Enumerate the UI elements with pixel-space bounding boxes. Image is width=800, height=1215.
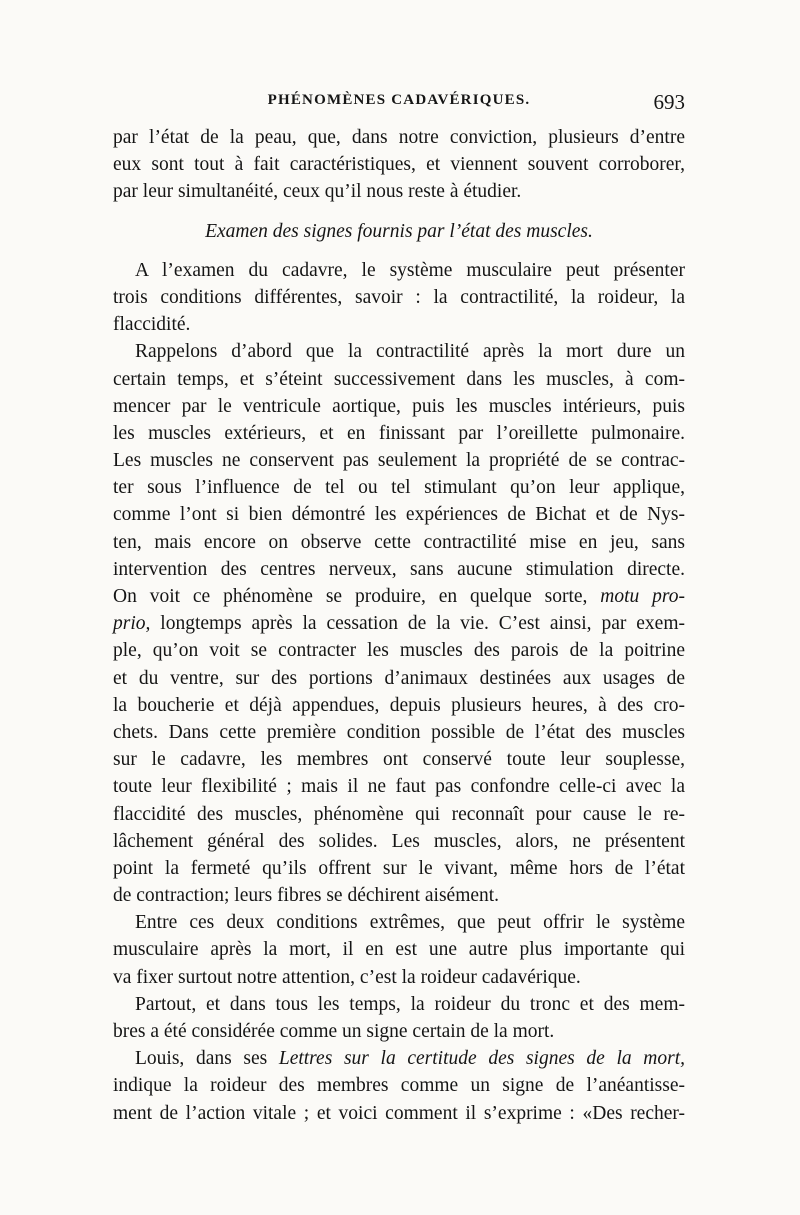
page-body <box>113 124 685 1127</box>
text-line: Partout, et dans tous les temps, la roideur du tronc et des mem- <box>135 993 685 1015</box>
text-line: trois conditions différentes, savoir : la contractilité, la roideur, la <box>113 286 685 308</box>
page-header <box>113 92 685 126</box>
text-line: ten, mais encore on observe cette contractilité mise en jeu, sans <box>113 531 685 553</box>
text-line: par leur simultanéité, ceux qu’il nous reste à étudier. <box>113 181 522 203</box>
text-line: Les muscles ne conservent pas seulement la propriété de se contrac- <box>113 450 685 472</box>
italic-phrase: motu pro- <box>600 586 686 607</box>
text-line: indique la roideur des membres comme un signe de l’anéantisse- <box>113 1075 685 1097</box>
text-line: flaccidité. <box>113 314 191 336</box>
paragraph-3 <box>113 338 685 909</box>
running-title: PHÉNOMÈNES CADAVÉRIQUES. <box>267 92 531 108</box>
text-line: les muscles extérieurs, et en finissant par l’oreillette pulmonaire. <box>113 422 685 444</box>
paragraph-6 <box>113 1045 685 1127</box>
paragraph-1 <box>113 124 685 206</box>
text-line: par l’état de la peau, que, dans notre conviction, plusieurs d’entre <box>113 127 685 148</box>
text-line: va fixer surtout notre attention, c’est la roideur cadavérique. <box>113 966 581 988</box>
text-run: On voit ce phénomène se produire, en quelque sorte, <box>113 586 601 607</box>
paragraph-2 <box>113 257 685 339</box>
text-line: A l’examen du cadavre, le système musculaire peut présenter <box>135 259 685 281</box>
text-line: la boucherie et déjà appendues, depuis plusieurs heures, à des cro- <box>113 694 685 716</box>
text-line: chets. Dans cette première condition possible de l’état des muscles <box>113 721 685 743</box>
italic-title: Lettres sur la certitude des signes de la mort, <box>278 1048 685 1070</box>
text-line: Rappelons d’abord que la contractilité après la mort dure un <box>135 341 685 363</box>
page-number: 693 <box>653 90 685 114</box>
text-line <box>113 583 685 610</box>
text-line: mencer par le ventricule aortique, puis les muscles intérieurs, puis <box>113 395 685 417</box>
text-line: toute leur flexibilité ; mais il ne faut pas confondre celle-ci avec la <box>113 776 685 798</box>
text-line: ter sous l’influence de tel ou tel stimulant qu’on leur applique, <box>113 477 685 499</box>
text-run: Louis, dans ses <box>135 1048 279 1070</box>
text-line: de contraction; leurs fibres se déchirent aisément. <box>113 885 500 907</box>
text-line <box>113 1045 685 1072</box>
italic-phrase: prio, <box>113 613 151 635</box>
text-line: certain temps, et s’éteint successivement dans les muscles, à com- <box>113 368 685 390</box>
paragraph-5 <box>113 991 685 1045</box>
text-line: ple, qu’on voit se contracter les muscles des parois de la poitrine <box>113 640 685 662</box>
text-line: lâchement général des solides. Les muscles, alors, ne présentent <box>113 830 685 852</box>
section-heading: Examen des signes fournis par l’état des muscles. <box>205 220 593 242</box>
paragraph-4 <box>113 909 685 991</box>
text-line: musculaire après la mort, il en est une autre plus importante qui <box>113 939 685 961</box>
text-line: comme l’ont si bien démontré les expériences de Bichat et de Nys- <box>113 504 685 526</box>
text-line: point la fermeté qu’ils offrent sur le vivant, même hors de l’état <box>113 857 685 879</box>
text-run: longtemps après la cessation de la vie. C’est ainsi, par exem- <box>150 613 685 635</box>
text-line: sur le cadavre, les membres ont conservé toute leur souplesse, <box>113 749 685 771</box>
text-line: Entre ces deux conditions extrêmes, que peut offrir le système <box>135 912 685 934</box>
text-line <box>113 610 685 637</box>
text-line: ment de l’action vitale ; et voici comment il s’exprime : «Des recher- <box>113 1102 685 1124</box>
text-line: intervention des centres nerveux, sans aucune stimulation directe. <box>113 558 685 580</box>
text-line: flaccidité des muscles, phénomène qui reconnaît pour cause le re- <box>113 803 685 825</box>
text-line: eux sont tout à fait caractéristiques, et viennent souvent corroborer, <box>113 154 685 176</box>
text-line: et du ventre, sur des portions d’animaux destinées aux usages de <box>113 667 685 689</box>
text-line: bres a été considérée comme un signe certain de la mort. <box>113 1021 555 1042</box>
